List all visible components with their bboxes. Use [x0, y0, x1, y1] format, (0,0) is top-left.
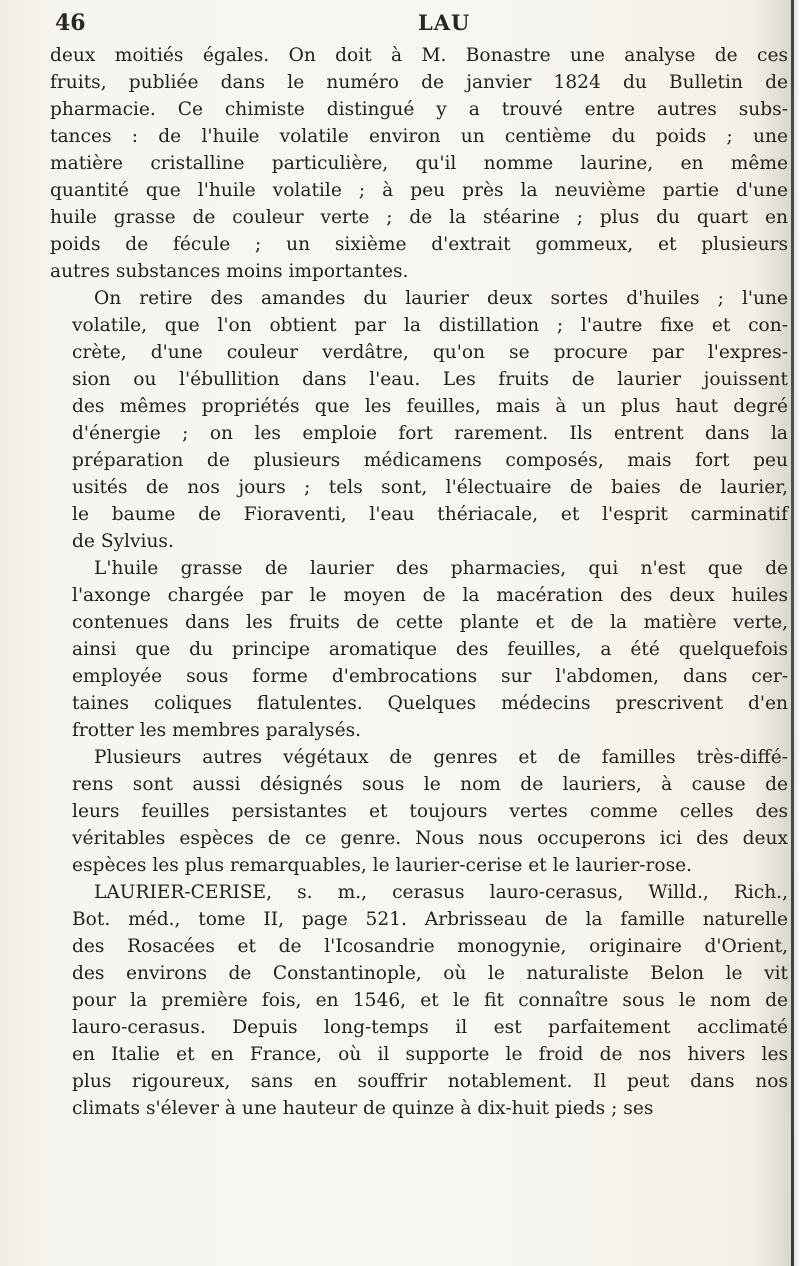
running-head: LAU [418, 10, 471, 35]
text-line: des Rosacées et de l'Icosandrie monogynie, originaire d'Orient, [72, 936, 788, 957]
text-line: employée sous forme d'embrocations sur l'abdomen, dans cer- [72, 666, 788, 687]
text-line: des environs de Constantinople, où le naturaliste Belon le vit [72, 963, 788, 984]
text-line: climats s'élever à une hauteur de quinze à dix-huit pieds ; ses [72, 1098, 654, 1119]
text-line: quantité que l'huile volatile ; à peu près la neuvième partie d'une [50, 180, 788, 201]
text-line: deux moitiés égales. On doit à M. Bonastre une analyse de ces [50, 45, 788, 66]
text-line: sion ou l'ébullition dans l'eau. Les fruits de laurier jouissent [72, 369, 788, 390]
text-line: poids de fécule ; un sixième d'extrait gommeux, et plusieurs [50, 234, 788, 255]
text-line: taines coliques flatulentes. Quelques médecins prescrivent d'en [72, 693, 788, 714]
entry-heading-line: LAURIER-CERISE, s. m., cerasus lauro-cerasus, Willd., Rich., [94, 882, 788, 903]
text-line: lauro-cerasus. Depuis long-temps il est parfaitement acclimaté [72, 1017, 788, 1038]
body-text [50, 42, 788, 1122]
text-line: préparation de plusieurs médicamens composés, mais fort peu [72, 450, 788, 471]
text-line: usités de nos jours ; tels sont, l'électuaire de baies de laurier, [72, 477, 788, 498]
text-line: On retire des amandes du laurier deux sortes d'huiles ; l'une [94, 288, 788, 309]
text-line: L'huile grasse de laurier des pharmacies, qui n'est que de [94, 558, 788, 579]
page-number: 46 [55, 10, 86, 36]
page-edge-shadow [791, 0, 794, 1266]
text-line: matière cristalline particulière, qu'il nomme laurine, en même [50, 153, 788, 174]
text-line: autres substances moins importantes. [50, 261, 409, 282]
text-line: contenues dans les fruits de cette plante et de la matière verte, [72, 612, 788, 633]
paragraph [50, 744, 788, 879]
text-line: crète, d'une couleur verdâtre, qu'on se procure par l'expres- [72, 342, 788, 363]
text-line: leurs feuilles persistantes et toujours vertes comme celles des [72, 801, 788, 822]
text-line: ainsi que du principe aromatique des feuilles, a été quelquefois [72, 639, 788, 660]
paragraph [50, 555, 788, 744]
text-line: fruits, publiée dans le numéro de janvier 1824 du Bulletin de [50, 72, 788, 93]
text-line: rens sont aussi désignés sous le nom de lauriers, à cause de [72, 774, 788, 795]
text-line: huile grasse de couleur verte ; de la stéarine ; plus du quart en [50, 207, 788, 228]
text-line: l'axonge chargée par le moyen de la macération des deux huiles [72, 585, 788, 606]
text-line: Plusieurs autres végétaux de genres et de familles très-diffé- [94, 747, 788, 768]
text-line: des mêmes propriétés que les feuilles, mais à un plus haut degré [72, 396, 788, 417]
paragraph [50, 285, 788, 555]
paragraph [50, 42, 788, 285]
text-line: pour la première fois, en 1546, et le fit connaître sous le nom de [72, 990, 788, 1011]
text-line: espèces les plus remarquables, le laurier-cerise et le laurier-rose. [72, 855, 693, 876]
text-line: le baume de Fioraventi, l'eau thériacale, et l'esprit carminatif [72, 504, 788, 525]
text-line: volatile, que l'on obtient par la distillation ; l'autre fixe et con- [72, 315, 788, 336]
text-line: pharmacie. Ce chimiste distingué y a trouvé entre autres subs- [50, 99, 788, 120]
text-line: de Sylvius. [72, 531, 174, 552]
text-line: en Italie et en France, où il supporte le froid de nos hivers les [72, 1044, 788, 1065]
text-line: tances : de l'huile volatile environ un centième du poids ; une [50, 126, 788, 147]
text-line: d'énergie ; on les emploie fort rarement. Ils entrent dans la [72, 423, 788, 444]
text-line: véritables espèces de ce genre. Nous nous occuperons ici des deux [72, 828, 788, 849]
page-header [55, 6, 775, 40]
text-line: Bot. méd., tome II, page 521. Arbrisseau de la famille naturelle [72, 909, 788, 930]
paragraph [50, 879, 788, 1122]
text-line: frotter les membres paralysés. [72, 720, 362, 741]
text-line: plus rigoureux, sans en souffrir notablement. Il peut dans nos [72, 1071, 788, 1092]
